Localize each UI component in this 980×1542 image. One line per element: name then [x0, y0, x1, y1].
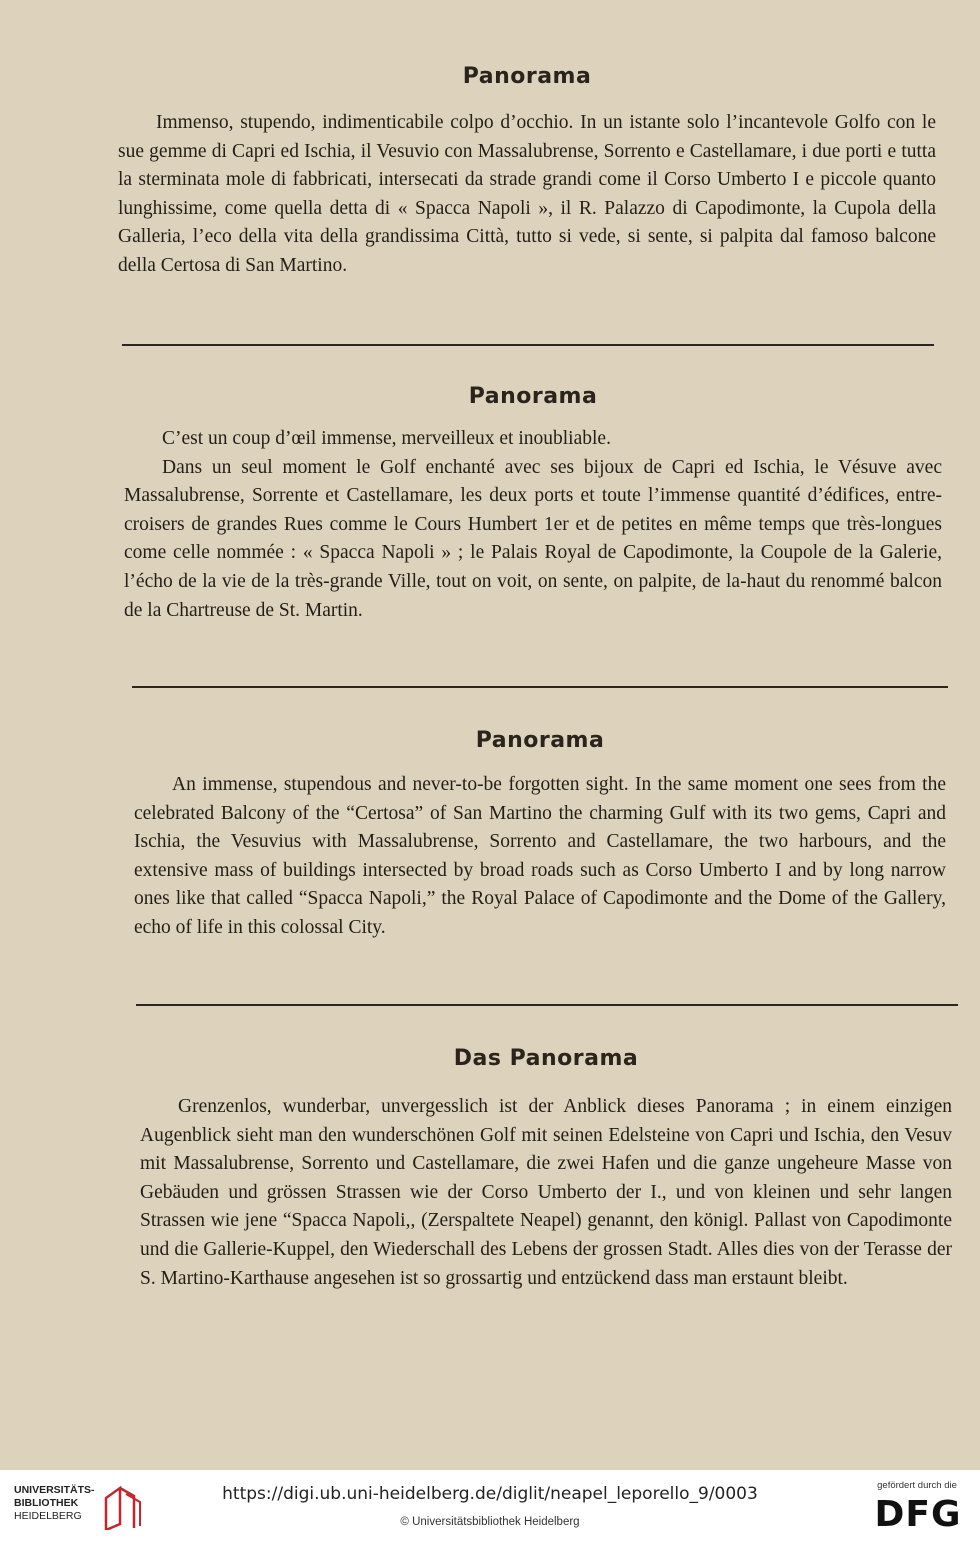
- divider-rule: [122, 344, 934, 346]
- viewer-footer: [0, 1470, 980, 1542]
- section-german: [140, 1046, 952, 1293]
- library-emblem-icon: [102, 1484, 146, 1530]
- section-heading: Das Panorama: [453, 1046, 639, 1071]
- paragraph: An immense, stupendous and never-to-be forgotten sight. In the same moment one sees from the celebrated Balcony of the “Certosa” of San Martino the charming Gulf with its two gems, Capri and Ischia, the Vesuvius with Massalubrense, Sorrento and Castellamare, the two harbours, and the extensive mass of buildings intersected by broad roads such as Corso Umberto I and by long narrow ones like that called “Spacca Napoli,” the Royal Palace of Capodimonte and the Dome of the Gallery, echo of life in this colossal City.: [134, 774, 946, 938]
- library-name-line: BIBLIOTHEK: [14, 1497, 79, 1509]
- section-italian: [118, 64, 936, 281]
- paragraph: Dans un seul moment le Golf enchanté avec ses bijoux de Capri ed Ischia, le Vésuve avec Massalubrense, Sorrente et Castellamare, les deux ports et toute l’immense quantité d’édifices, entre-croisers de grandes Rues comme le Cours Humbert 1er et de petites en même temps que très-longues come celle nommée : « Spacca Napoli » ; le Palais Royal de Capodimonte, la Coupole de la Galerie, l’écho de la vie de la très-grande Ville, tout on voit, on sente, on palpite, de la-haut du renommé balcon de la Chartreuse de St. Martin.: [124, 456, 942, 621]
- section-french: [124, 384, 942, 625]
- paragraph: Grenzenlos, wunderbar, unvergesslich ist der Anblick dieses Panorama ; in einem einzigen Augenblick sieht man den wunderschönen Golf mit seinen Edelsteine von Capri und Ischia, den Vesuv mit Massalubrense, Sorrento und Castellamare, die zwei Hafen und die ganze ungeheure Masse von Gebäuden und grössen Strassen wie der Corso Umberto der I., und von kleinen und sehr langen Strassen wie jene “Spacca Napoli,, (Zerspaltete Neapel) genannt, den königl. Pallast von Capodimonte und die Gallerie-Kuppel, den Wiederschall des Lebens der grossen Stadt. Alles dies von der Terasse der S. Martino-Karthause angesehen ist so grossartig und entzückend dass man erstaunt bleibt.: [140, 1096, 952, 1289]
- section-english: [134, 728, 946, 943]
- section-heading: Panorama: [462, 64, 592, 89]
- sponsor-caption: gefördert durch die: [877, 1480, 957, 1491]
- library-name-line: UNIVERSITÄTS-: [14, 1484, 95, 1496]
- library-name-line: HEIDELBERG: [14, 1510, 82, 1522]
- paragraph: C’est un coup d’œil immense, merveilleux et inoubliable.: [162, 428, 611, 449]
- library-logo[interactable]: [14, 1484, 144, 1530]
- divider-rule: [132, 686, 948, 688]
- copyright-notice: © Universitätsbibliothek Heidelberg: [400, 1516, 580, 1528]
- paragraph: Immenso, stupendo, indimenticabile colpo d’occhio. In un istante solo l’incantevole Golfo con le sue gemme di Capri ed Ischia, il Vesuvio con Massalubrense, Sorrento e Castellamare, i due porti e tutta la sterminata mole di fabbricati, intersecati da strade grandi come il Corso Umberto I e piccole quanto lunghissime, come quella detta di « Spacca Napoli », il R. Palazzo di Capodimonte, la Cupola della Galleria, l’eco della vita della grandissima Città, tutto si vede, si sente, si palpita dal famoso balcone della Certosa di San Martino.: [118, 112, 936, 276]
- permalink-url[interactable]: https://digi.ub.uni-heidelberg.de/diglit/neapel_leporello_9/0003: [222, 1484, 758, 1504]
- section-heading: Panorama: [468, 384, 598, 409]
- dfg-logo[interactable]: DFG: [874, 1494, 962, 1535]
- divider-rule: [136, 1004, 958, 1006]
- section-heading: Panorama: [475, 728, 605, 753]
